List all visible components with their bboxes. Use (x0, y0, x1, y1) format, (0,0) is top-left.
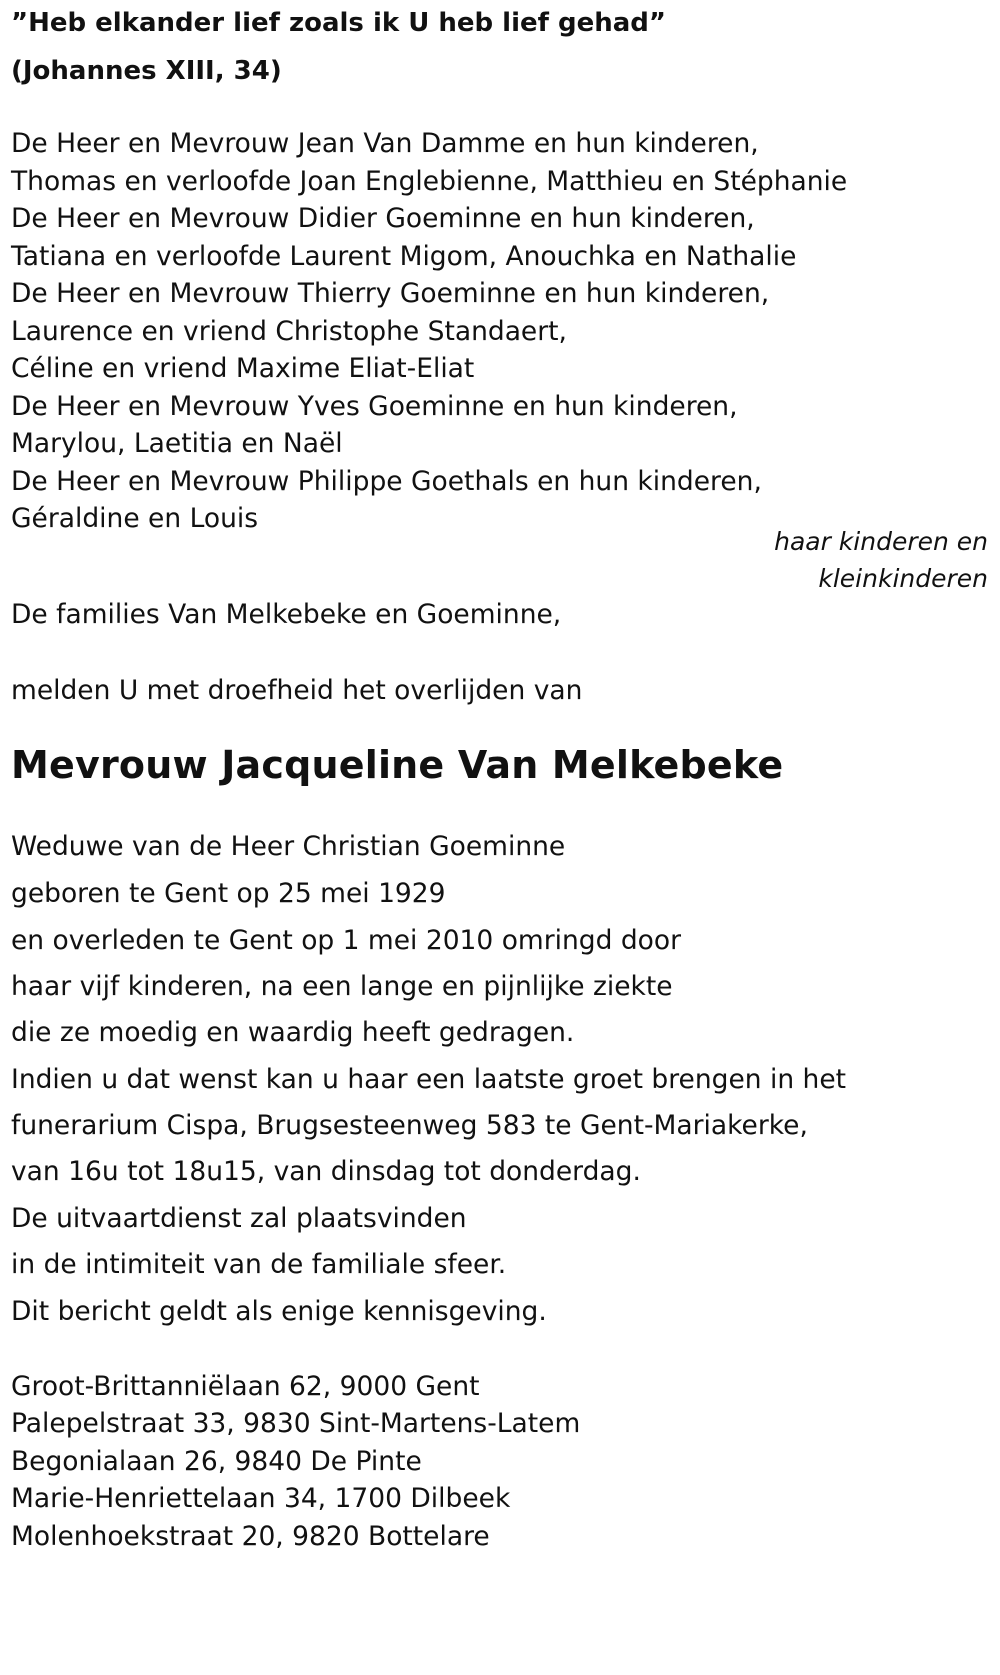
detail-line: in de intimiteit van de familiale sfeer. (11, 1249, 507, 1280)
detail-line: funerarium Cispa, Brugsesteenweg 583 te Gent-Mariakerke, (11, 1110, 808, 1141)
family-line: Tatiana en verloofde Laurent Migom, Anouchka en Nathalie (11, 241, 797, 272)
address-line: Palepelstraat 33, 9830 Sint-Martens-Latem (11, 1408, 581, 1439)
family-line: De Heer en Mevrouw Yves Goeminne en hun kinderen, (11, 391, 738, 422)
detail-line: Indien u dat wenst kan u haar een laatste groet brengen in het (11, 1064, 847, 1095)
family-line: Thomas en verloofde Joan Englebienne, Matthieu en Stéphanie (11, 166, 848, 197)
family-line: Laurence en vriend Christophe Standaert, (11, 316, 567, 347)
detail-line: geboren te Gent op 25 mei 1929 (11, 878, 446, 909)
note-line-2: kleinkinderen (818, 564, 988, 593)
family-line: De Heer en Mevrouw Philippe Goethals en hun kinderen, (11, 466, 762, 497)
detail-line: De uitvaartdienst zal plaatsvinden (11, 1203, 467, 1234)
address-line: Marie-Henriettelaan 34, 1700 Dilbeek (11, 1483, 511, 1514)
family-line: De Heer en Mevrouw Jean Van Damme en hun kinderen, (11, 128, 759, 159)
quote-reference: (Johannes XIII, 34) (11, 56, 282, 86)
quote-line-1: ”Heb elkander lief zoals ik U heb lief gehad” (11, 8, 667, 38)
detail-line: van 16u tot 18u15, van dinsdag tot donderdag. (11, 1156, 641, 1187)
note-line-1: haar kinderen en (774, 527, 988, 556)
address-line: Molenhoekstraat 20, 9820 Bottelare (11, 1521, 490, 1552)
detail-line: die ze moedig en waardig heeft gedragen. (11, 1017, 575, 1048)
family-line: Géraldine en Louis (11, 503, 259, 534)
address-line: Groot-Brittanniëlaan 62, 9000 Gent (11, 1371, 480, 1402)
detail-line: haar vijf kinderen, na een lange en pijnlijke ziekte (11, 971, 673, 1002)
announce-line: melden U met droefheid het overlijden van (11, 675, 583, 706)
detail-line: en overleden te Gent op 1 mei 2010 omringd door (11, 925, 681, 956)
family-line: De Heer en Mevrouw Thierry Goeminne en hun kinderen, (11, 278, 770, 309)
detail-line: Dit bericht geldt als enige kennisgeving. (11, 1296, 547, 1327)
deceased-name: Mevrouw Jacqueline Van Melkebeke (11, 743, 784, 787)
family-line: Céline en vriend Maxime Eliat-Eliat (11, 353, 475, 384)
family-line: De Heer en Mevrouw Didier Goeminne en hun kinderen, (11, 203, 755, 234)
detail-line: Weduwe van de Heer Christian Goeminne (11, 831, 566, 862)
families-line: De families Van Melkebeke en Goeminne, (11, 599, 562, 630)
address-line: Begonialaan 26, 9840 De Pinte (11, 1446, 422, 1477)
family-line: Marylou, Laetitia en Naël (11, 428, 343, 459)
